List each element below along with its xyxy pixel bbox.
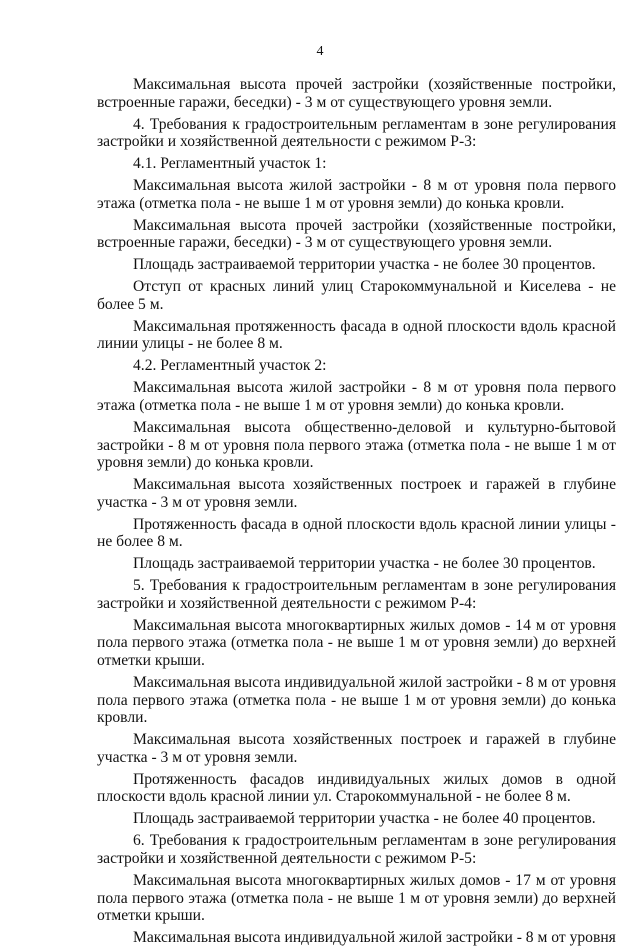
subsection-heading: 4.2. Регламентный участок 2: <box>133 357 327 375</box>
paragraph: Максимальная высота многоквартирных жилых домов - 14 м от уровня пола первого этажа (отметка пола - не выше 1 м от уровня земли) до верхней отметки крыши. <box>97 616 616 670</box>
section-heading: 4. Требования к градостроительным регламентам в зоне регулирования застройки и хозяйственной деятельности с режимом Р-3: <box>97 115 616 151</box>
subsection-heading: 4.1. Регламентный участок 1: <box>133 155 327 173</box>
paragraph: Максимальная высота общественно-деловой и культурно-бытовой застройки - 8 м от уровня пола первого этажа (отметка пола - не выше 1 м от уровня земли) до конька кровли. <box>97 419 616 472</box>
paragraph: Максимальная высота жилой застройки - 8 м от уровня пола первого этажа (отметка пола - не выше 1 м от уровня земли) до конька кровли. <box>97 177 616 212</box>
paragraph: Максимальная высота индивидуальной жилой застройки - 8 м от уровня <box>133 929 616 947</box>
paragraph: Площадь застраиваемой территории участка - не более 30 процентов. <box>133 555 596 573</box>
page-number: 4 <box>316 44 324 59</box>
paragraph: Максимальная высота хозяйственных построек и гаражей в глубине участка - 3 м от уровня земли. <box>97 476 616 511</box>
paragraph: Отступ от красных линий улиц Старокоммунальной и Киселева - не более 5 м. <box>97 278 616 313</box>
paragraph: Максимальная высота хозяйственных построек и гаражей в глубине участка - 3 м от уровня земли. <box>97 731 616 766</box>
paragraph: Максимальная высота многоквартирных жилых домов - 17 м от уровня пола первого этажа (отметка пола - не выше 1 м от уровня земли) до верхней отметки крыши. <box>97 871 616 925</box>
paragraph: Максимальная высота прочей застройки (хозяйственные постройки, встроенные гаражи, беседки) - 3 м от существующего уровня земли. <box>97 216 616 252</box>
document-body <box>97 76 616 951</box>
paragraph: Максимальная протяженность фасада в одной плоскости вдоль красной линии улицы - не более 8 м. <box>97 317 616 353</box>
paragraph: Максимальная высота жилой застройки - 8 м от уровня пола первого этажа (отметка пола - не выше 1 м от уровня земли) до конька кровли. <box>97 379 616 415</box>
paragraph: Протяженность фасадов индивидуальных жилых домов в одной плоскости вдоль красной линии ул. Старокоммунальной - не более 8 м. <box>97 770 616 806</box>
section-heading: 6. Требования к градостроительным регламентам в зоне регулирования застройки и хозяйственной деятельности с режимом Р-5: <box>97 832 616 867</box>
paragraph: Площадь застраиваемой территории участка - не более 40 процентов. <box>133 810 596 828</box>
paragraph: Максимальная высота прочей застройки (хозяйственные постройки, встроенные гаражи, беседки) - 3 м от существующего уровня земли. <box>97 76 616 111</box>
section-heading: 5. Требования к градостроительным регламентам в зоне регулирования застройки и хозяйственной деятельности с режимом Р-4: <box>97 577 616 612</box>
paragraph: Площадь застраиваемой территории участка - не более 30 процентов. <box>133 256 596 274</box>
paragraph: Максимальная высота индивидуальной жилой застройки - 8 м от уровня пола первого этажа (отметка пола - не выше 1 м от уровня земли) до конька кровли. <box>97 674 616 727</box>
paragraph: Протяженность фасада в одной плоскости вдоль красной линии улицы - не более 8 м. <box>97 515 616 551</box>
